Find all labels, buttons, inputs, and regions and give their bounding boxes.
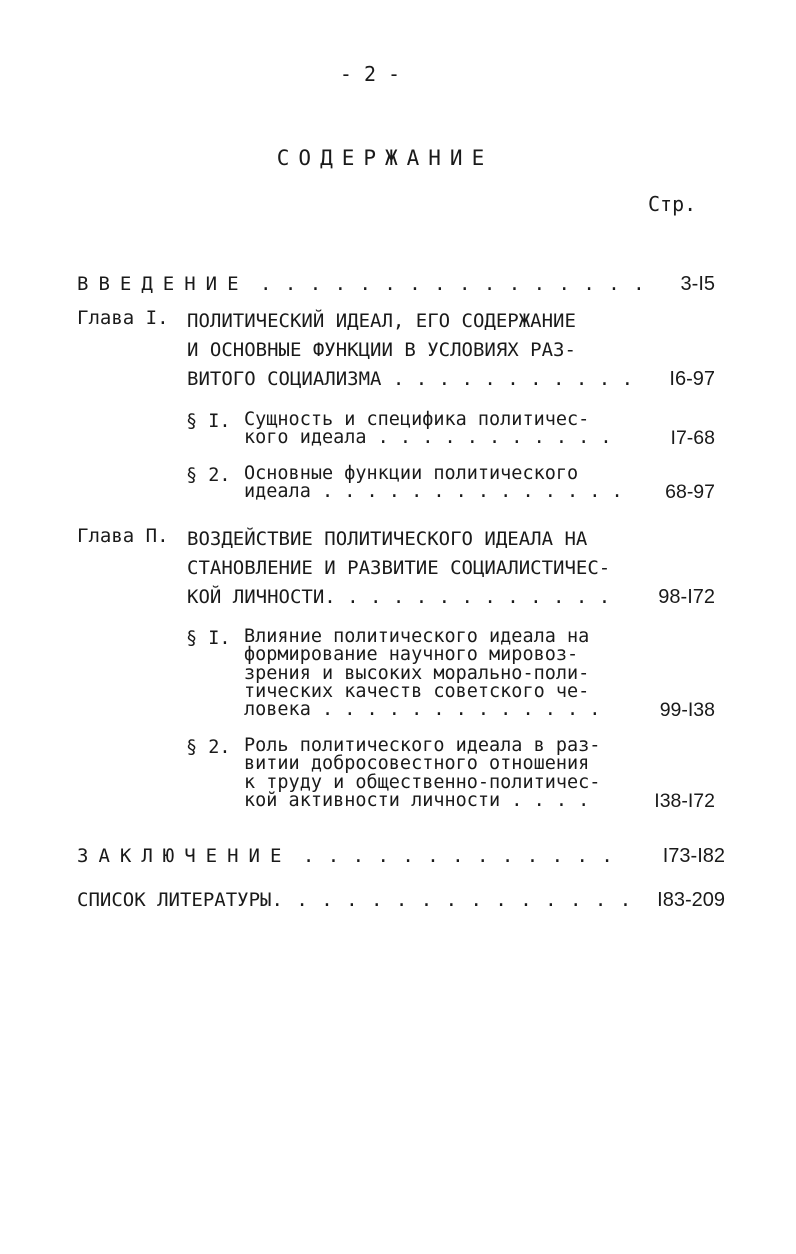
entry-line: Роль политического идеала в раз-: [244, 735, 601, 756]
entry-prefix: § I.: [186, 411, 231, 432]
entry-line: Основные функции политического: [244, 463, 579, 484]
entry-prefix: Глава I.: [77, 307, 169, 329]
entry-pages: I83-209: [657, 889, 725, 911]
toc-entry-section-1-2: [186, 465, 713, 502]
entry-line: ВИТОГО СОЦИАЛИЗМА . . . . . . . . . . .: [187, 368, 634, 390]
toc-entry-chapter-2: [77, 525, 713, 612]
entry-line: Сущность и специфика политичес-: [244, 409, 590, 430]
toc-entry-chapter-1: [77, 307, 713, 394]
entry-pages: I6-97: [669, 368, 715, 390]
contents-title: СОДЕРЖАНИЕ: [276, 146, 494, 170]
entry-line: КОЙ ЛИЧНОСТИ. . . . . . . . . . . . .: [187, 586, 611, 608]
entry-line: зрения и высоких морально-поли-: [244, 662, 590, 684]
toc-entry-bibliography: [77, 886, 723, 915]
page-column-label: Стр.: [648, 192, 697, 216]
entry-line: СТАНОВЛЕНИЕ И РАЗВИТИЕ СОЦИАЛИСТИЧЕС-: [187, 557, 611, 579]
toc-entry-conclusion: [77, 842, 723, 871]
entry-line: идеала . . . . . . . . . . . . . .: [244, 481, 623, 503]
page-number: - 2 -: [339, 62, 401, 86]
entry-pages: I38-I72: [654, 789, 715, 812]
entry-pages: I73-I82: [662, 845, 725, 867]
entry-line: ловека . . . . . . . . . . . . .: [244, 699, 601, 721]
leader-dots: . . . . . . . . . . . . . . .: [271, 889, 633, 911]
entry-pages: 68-97: [665, 481, 715, 504]
entry-prefix: Глава П.: [77, 525, 169, 547]
toc-entry-section-1-1: [186, 411, 713, 448]
entry-label: ЗАКЛЮЧЕНИЕ: [77, 845, 292, 867]
entry-line: кого идеала . . . . . . . . . . .: [244, 427, 612, 449]
entry-label: СПИСОК ЛИТЕРАТУРЫ: [77, 889, 272, 911]
entry-line: кой активности личности . . . .: [244, 789, 590, 811]
entry-label: ВВЕДЕНИЕ: [77, 273, 249, 295]
entry-line: И ОСНОВНЫЕ ФУНКЦИИ В УСЛОВИЯХ РАЗ-: [187, 339, 576, 361]
entry-line: к труду и общественно-политичес-: [244, 771, 601, 793]
entry-prefix: § I.: [186, 628, 231, 649]
entry-pages: 3-I5: [680, 273, 715, 295]
entry-line: формирование научного мировоз-: [244, 644, 579, 666]
entry-line: Влияние политического идеала на: [244, 626, 590, 647]
toc-entry-section-2-2: [186, 737, 713, 810]
entry-line: витии добросовестного отношения: [244, 753, 590, 775]
toc-entry-introduction: [77, 270, 713, 299]
entry-line: ВОЗДЕЙСТВИЕ ПОЛИТИЧЕСКОГО ИДЕАЛА НА: [187, 528, 588, 550]
entry-pages: I7-68: [670, 427, 715, 450]
leader-dots: . . . . . . . . . . . . . . . .: [259, 273, 646, 295]
entry-prefix: § 2.: [186, 737, 231, 758]
entry-pages: 99-I38: [659, 699, 715, 722]
entry-prefix: § 2.: [186, 465, 231, 486]
entry-line: тических качеств советского че-: [244, 680, 590, 702]
toc-entry-section-2-1: [186, 626, 715, 722]
leader-dots: . . . . . . . . . . . . .: [302, 845, 614, 867]
entry-pages: 98-I72: [658, 586, 715, 608]
entry-line: ПОЛИТИЧЕСКИЙ ИДЕАЛ, ЕГО СОДЕРЖАНИЕ: [187, 310, 576, 332]
